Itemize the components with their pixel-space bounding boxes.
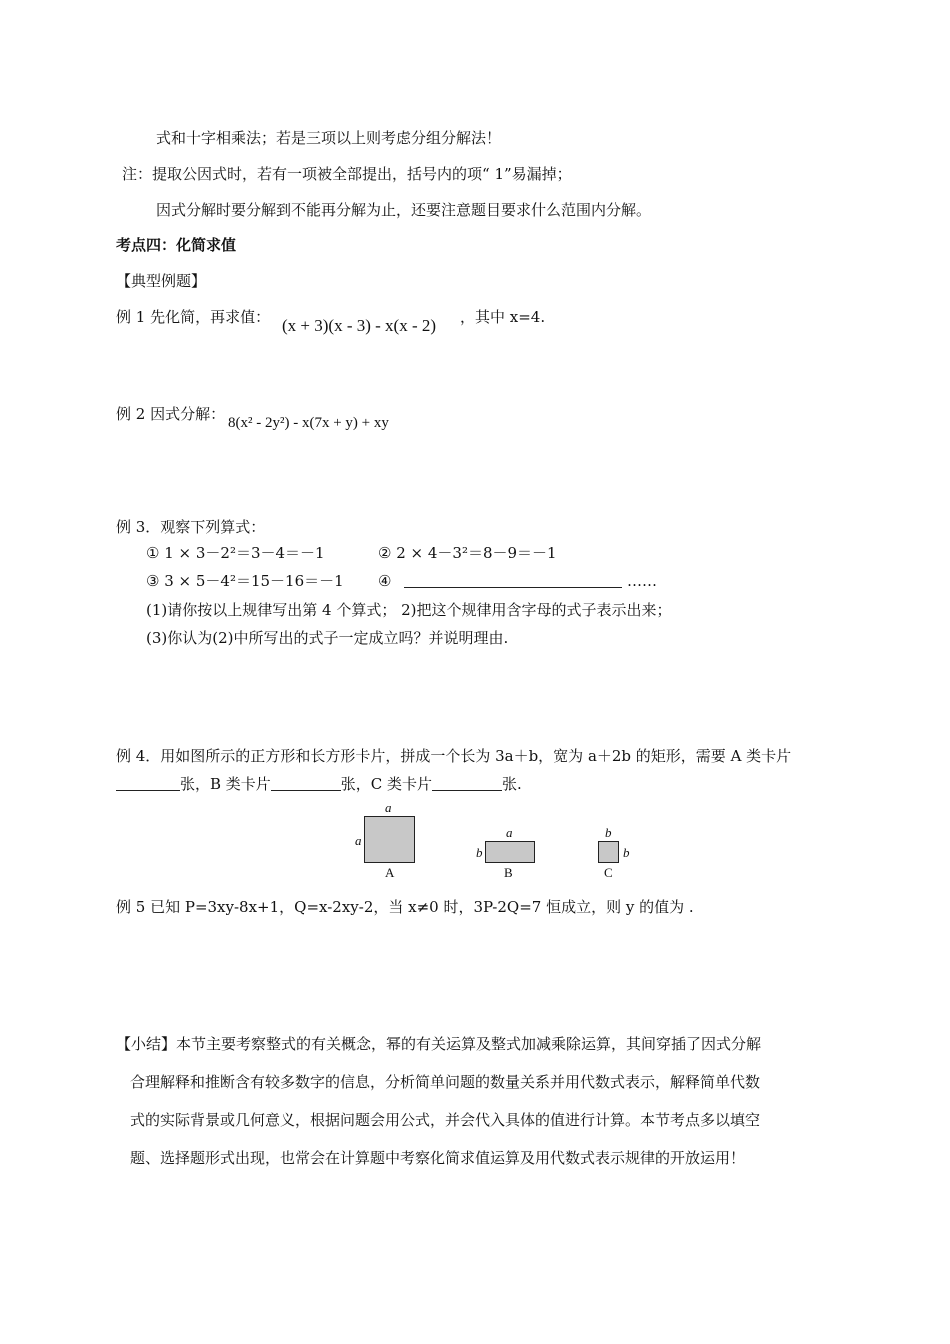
summary-line-3: 式的实际背景或几何意义，根据问题会用公式，并会代入具体的值进行计算。本节考点多以填空 (130, 1111, 761, 1129)
intro-line-1: 式和十字相乘法；若是三项以上则考虑分组分解法！ (156, 129, 502, 147)
ex3-eq-4-marker: ④ (378, 572, 392, 590)
card-c-square (598, 841, 619, 863)
ex4-blank-a[interactable] (116, 776, 180, 791)
intro-note: 注：提取公因式时，若有一项被全部提出，括号内的项“ 1”易漏掉； (122, 165, 572, 183)
card-a-side-label: a (355, 833, 362, 848)
ex4-text-c: 张，C 类卡片 (340, 775, 433, 793)
ex2-expression: 8(x² - 2y²) - x(7x + y) + xy (228, 415, 389, 431)
card-b-rectangle (485, 841, 535, 863)
card-c-top-label: b (605, 825, 612, 840)
ex4-line-1: 例 4．用如图所示的正方形和长方形卡片，拼成一个长为 3a＋b，宽为 a＋2b 的矩形，需要 A 类卡片 (116, 747, 792, 765)
summary-line-4: 题、选择题形式出现，也常会在计算题中考察化简求值运算及用代数式表示规律的开放运用！ (130, 1149, 746, 1167)
ex4-blank-b[interactable] (271, 776, 341, 791)
ex3-eq-4 (378, 571, 657, 591)
ex4-blank-c[interactable] (432, 776, 502, 791)
card-b-side-label: b (476, 845, 483, 860)
examples-tag: 【典型例题】 (116, 272, 207, 290)
ex2-prefix: 例 2 因式分解： (116, 405, 226, 423)
summary-line-1: 【小结】本节主要考察整式的有关概念，幂的有关运算及整式加减乘除运算，其间穿插了因式分解 (116, 1035, 762, 1053)
ex4-text-b: 张，B 类卡片 (180, 775, 271, 793)
summary-line-2: 合理解释和推断含有较多数字的信息，分析简单问题的数量关系并用代数式表示，解释简单代数 (130, 1073, 761, 1091)
ex3-question-3: (3)你认为(2)中所写出的式子一定成立吗？并说明理由. (146, 629, 509, 647)
ex5-text: 例 5 已知 P=3xy-8x+1，Q=x-2xy-2，当 x≠0 时，3P-2Q=7 恒成立，则 y 的值为 . (116, 898, 694, 916)
card-a-top-label: a (385, 800, 392, 815)
ex3-eq-1: ① 1 × 3－2²＝3－4＝－1 (146, 544, 325, 562)
ex1-expression: (x + 3)(x - 3) - x(x - 2) (282, 316, 437, 335)
ex4-line-2 (116, 774, 522, 794)
card-a-name: A (385, 865, 395, 880)
section-heading: 考点四：化简求值 (116, 236, 237, 254)
intro-line-3: 因式分解时要分解到不能再分解为止，还要注意题目要求什么范围内分解。 (156, 201, 652, 219)
ex3-ellipsis: …… (627, 572, 658, 590)
ex3-title: 例 3．观察下列算式： (116, 518, 266, 536)
ex3-eq-3: ③ 3 × 5－4²＝15－16＝－1 (146, 572, 344, 590)
ex3-eq-2: ② 2 × 4－3²＝8－9＝－1 (378, 544, 557, 562)
card-c-name: C (604, 865, 613, 880)
ex3-answer-blank[interactable] (404, 573, 622, 588)
card-a-square (364, 816, 415, 863)
card-b-name: B (504, 865, 513, 880)
ex4-text-end: 张. (502, 775, 522, 793)
ex1-prefix: 例 1 先化简，再求值： (116, 308, 271, 326)
card-c-side-label: b (623, 845, 630, 860)
card-b-top-label: a (506, 825, 513, 840)
ex3-question-1-2: (1)请你按以上规律写出第 4 个算式； 2)把这个规律用含字母的式子表示出来； (146, 601, 672, 619)
ex1-suffix: ，其中 x=4. (460, 308, 546, 326)
